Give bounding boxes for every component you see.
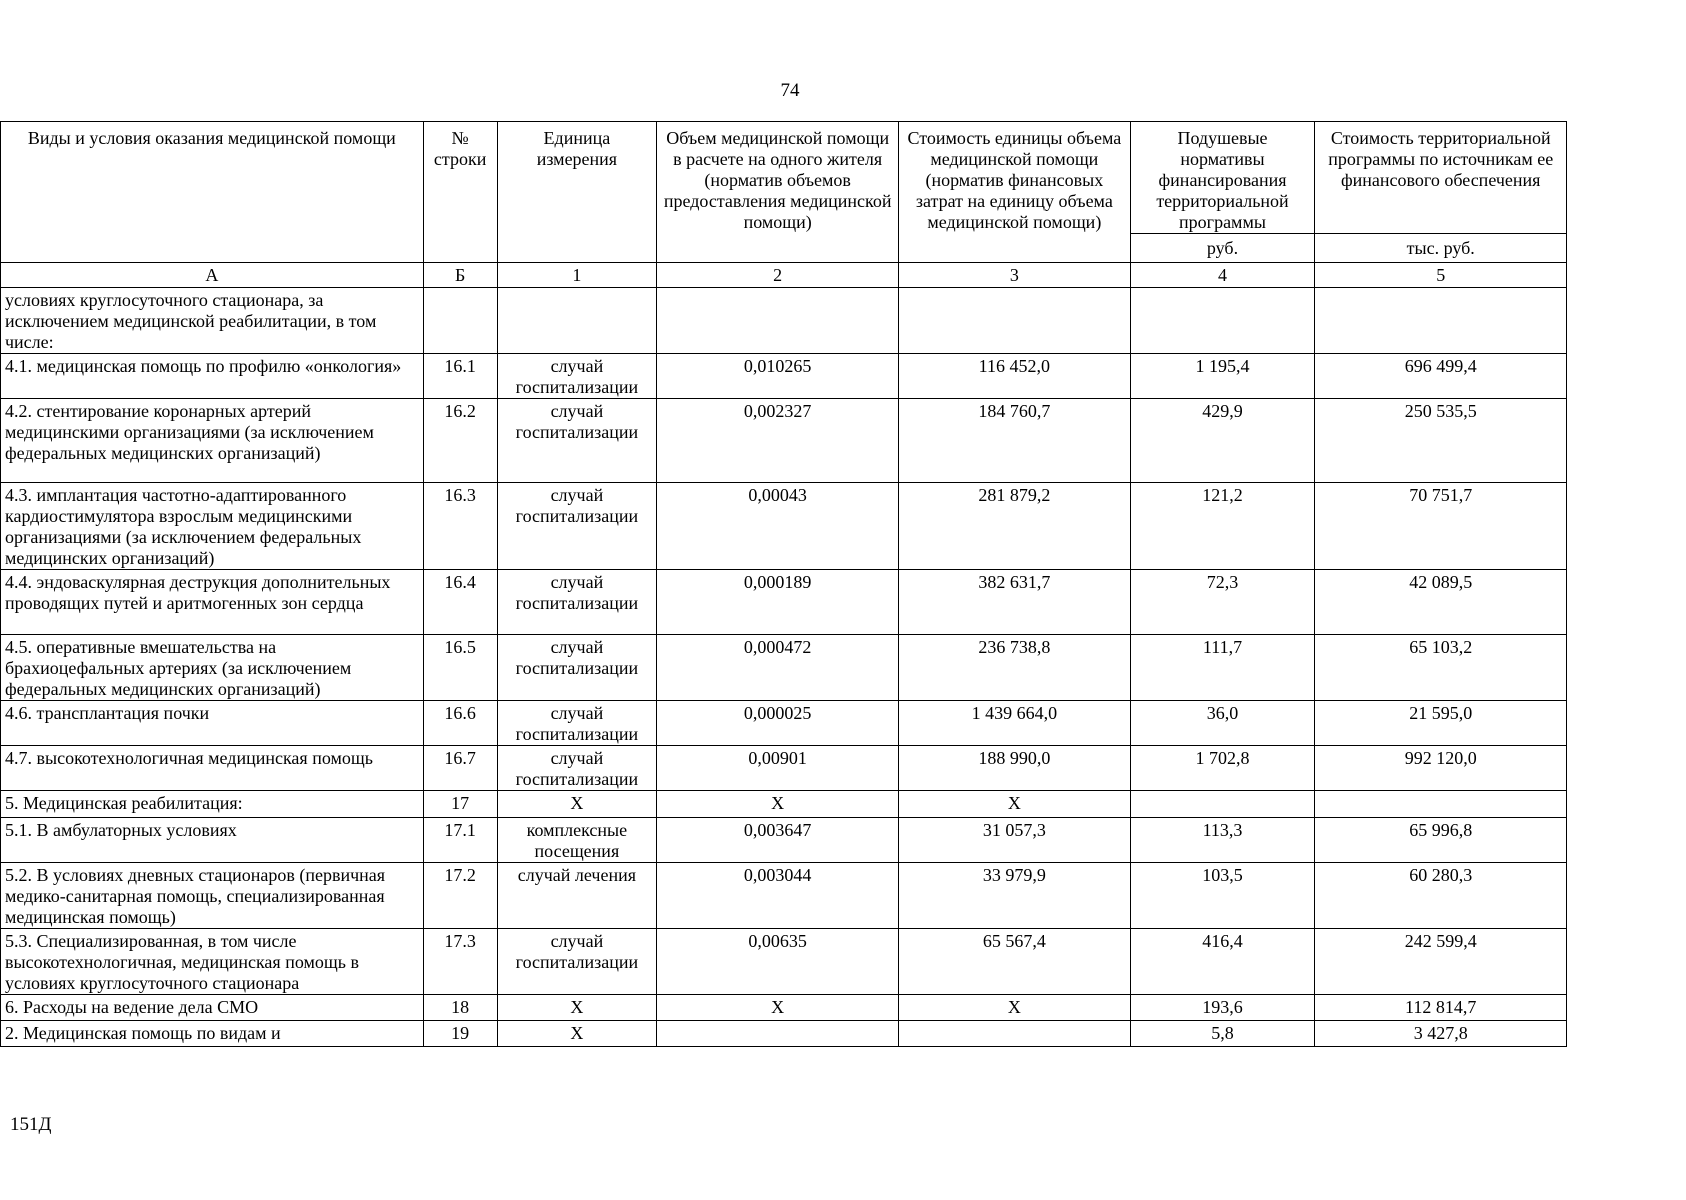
row-number: 19	[423, 1021, 497, 1047]
row-number: 16.1	[423, 354, 497, 399]
row-per-capita	[1130, 288, 1315, 354]
row-per-capita: 36,0	[1130, 701, 1315, 746]
row-name: 6. Расходы на ведение дела СМО	[1, 995, 424, 1021]
row-unit: случай госпитализации	[497, 354, 657, 399]
row-number: 17.3	[423, 929, 497, 995]
row-total: 65 103,2	[1315, 635, 1567, 701]
row-cost: 184 760,7	[899, 399, 1130, 483]
row-unit: Х	[497, 1021, 657, 1047]
row-volume: 0,000025	[657, 701, 899, 746]
row-cost: 31 057,3	[899, 818, 1130, 863]
row-cost: 188 990,0	[899, 746, 1130, 791]
header-col-4: Подушевые нормативы финансирования территориальной программы	[1130, 122, 1315, 234]
row-per-capita: 103,5	[1130, 863, 1315, 929]
table-row	[1, 354, 1567, 399]
row-name: 5.1. В амбулаторных условиях	[1, 818, 424, 863]
row-volume: 0,000472	[657, 635, 899, 701]
row-total	[1315, 791, 1567, 818]
row-cost: 33 979,9	[899, 863, 1130, 929]
table-row	[1, 995, 1567, 1021]
index-cell: 4	[1130, 263, 1315, 288]
row-total: 112 814,7	[1315, 995, 1567, 1021]
row-cost: 382 631,7	[899, 570, 1130, 635]
row-number: 18	[423, 995, 497, 1021]
header-col-b: № строки	[423, 122, 497, 263]
row-name: 2. Медицинская помощь по видам и	[1, 1021, 424, 1047]
row-name: 4.7. высокотехнологичная медицинская помощь	[1, 746, 424, 791]
page-number: 74	[780, 80, 800, 101]
row-per-capita: 113,3	[1130, 818, 1315, 863]
row-volume: 0,00635	[657, 929, 899, 995]
row-name: 4.3. имплантация частотно-адаптированного кардиостимулятора взрослым медицинскими организациями (за исключением федеральных медицинских организаций)	[1, 483, 424, 570]
row-name: 5.2. В условиях дневных стационаров (первичная медико-санитарная помощь, специализированная медицинская помощь)	[1, 863, 424, 929]
table-row	[1, 746, 1567, 791]
row-volume: Х	[657, 995, 899, 1021]
header-col-1: Единица измерения	[497, 122, 657, 263]
header-col-5: Стоимость территориальной программы по источникам ее финансового обеспечения	[1315, 122, 1567, 234]
row-number: 16.4	[423, 570, 497, 635]
row-per-capita: 416,4	[1130, 929, 1315, 995]
row-cost: 281 879,2	[899, 483, 1130, 570]
row-total: 21 595,0	[1315, 701, 1567, 746]
row-volume: 0,00901	[657, 746, 899, 791]
row-cost: 65 567,4	[899, 929, 1130, 995]
row-unit: Х	[497, 995, 657, 1021]
row-per-capita: 429,9	[1130, 399, 1315, 483]
table-row	[1, 483, 1567, 570]
row-name: 4.2. стентирование коронарных артерий медицинскими организациями (за исключением федеральных медицинских организаций)	[1, 399, 424, 483]
header-row	[1, 122, 1567, 234]
row-volume: 0,003647	[657, 818, 899, 863]
row-per-capita: 5,8	[1130, 1021, 1315, 1047]
row-unit: случай госпитализации	[497, 746, 657, 791]
table-row	[1, 701, 1567, 746]
footer-code: 151Д	[10, 1114, 52, 1135]
row-volume	[657, 1021, 899, 1047]
row-unit: случай госпитализации	[497, 701, 657, 746]
header-unit-5: тыс. руб.	[1315, 234, 1567, 263]
row-cost: 1 439 664,0	[899, 701, 1130, 746]
row-number: 16.2	[423, 399, 497, 483]
index-cell: А	[1, 263, 424, 288]
row-volume: 0,003044	[657, 863, 899, 929]
row-total: 250 535,5	[1315, 399, 1567, 483]
row-unit: случай госпитализации	[497, 483, 657, 570]
row-per-capita: 121,2	[1130, 483, 1315, 570]
row-unit: случай госпитализации	[497, 570, 657, 635]
row-unit: случай лечения	[497, 863, 657, 929]
row-number: 17	[423, 791, 497, 818]
row-total: 70 751,7	[1315, 483, 1567, 570]
row-name: 4.4. эндоваскулярная деструкция дополнительных проводящих путей и аритмогенных зон сердца	[1, 570, 424, 635]
row-total: 42 089,5	[1315, 570, 1567, 635]
index-cell: Б	[423, 263, 497, 288]
row-total: 696 499,4	[1315, 354, 1567, 399]
index-cell: 1	[497, 263, 657, 288]
row-name: 4.5. оперативные вмешательства на брахиоцефальных артериях (за исключением федеральных медицинских организаций)	[1, 635, 424, 701]
table-row	[1, 288, 1567, 354]
index-cell: 2	[657, 263, 899, 288]
table-row	[1, 635, 1567, 701]
row-number: 16.7	[423, 746, 497, 791]
row-number: 16.6	[423, 701, 497, 746]
row-total	[1315, 288, 1567, 354]
row-cost: Х	[899, 995, 1130, 1021]
row-volume	[657, 288, 899, 354]
row-per-capita: 111,7	[1130, 635, 1315, 701]
row-total: 992 120,0	[1315, 746, 1567, 791]
row-total: 242 599,4	[1315, 929, 1567, 995]
financing-table	[0, 121, 1567, 1047]
row-volume: 0,000189	[657, 570, 899, 635]
column-index-row	[1, 263, 1567, 288]
table-row	[1, 818, 1567, 863]
header-col-a: Виды и условия оказания медицинской помощи	[1, 122, 424, 263]
row-name: 4.6. трансплантация почки	[1, 701, 424, 746]
row-volume: 0,00043	[657, 483, 899, 570]
row-number: 17.1	[423, 818, 497, 863]
row-per-capita: 1 195,4	[1130, 354, 1315, 399]
row-volume: Х	[657, 791, 899, 818]
header-col-2: Объем медицинской помощи в расчете на одного жителя (норматив объемов предоставления медицинской помощи)	[657, 122, 899, 263]
row-number: 16.3	[423, 483, 497, 570]
header-col-3: Стоимость единицы объема медицинской помощи (норматив финансовых затрат на единицу объема медицинской помощи)	[899, 122, 1130, 263]
row-per-capita: 72,3	[1130, 570, 1315, 635]
row-name: 5.3. Специализированная, в том числе высокотехнологичная, медицинская помощь в условиях круглосуточного стационара	[1, 929, 424, 995]
row-per-capita	[1130, 791, 1315, 818]
row-number: 16.5	[423, 635, 497, 701]
row-cost: 116 452,0	[899, 354, 1130, 399]
index-cell: 3	[899, 263, 1130, 288]
row-unit: случай госпитализации	[497, 399, 657, 483]
row-total: 3 427,8	[1315, 1021, 1567, 1047]
row-number	[423, 288, 497, 354]
table-row	[1, 1021, 1567, 1047]
row-total: 60 280,3	[1315, 863, 1567, 929]
row-volume: 0,002327	[657, 399, 899, 483]
row-name: условиях круглосуточного стационара, за исключением медицинской реабилитации, в том числе:	[1, 288, 424, 354]
row-unit: комплексные посещения	[497, 818, 657, 863]
row-cost	[899, 1021, 1130, 1047]
row-unit: случай госпитализации	[497, 635, 657, 701]
table-row	[1, 570, 1567, 635]
table-row	[1, 863, 1567, 929]
index-cell: 5	[1315, 263, 1567, 288]
row-per-capita: 193,6	[1130, 995, 1315, 1021]
row-unit	[497, 288, 657, 354]
row-volume: 0,010265	[657, 354, 899, 399]
row-cost: Х	[899, 791, 1130, 818]
row-cost	[899, 288, 1130, 354]
table-row	[1, 929, 1567, 995]
row-number: 17.2	[423, 863, 497, 929]
row-unit: случай госпитализации	[497, 929, 657, 995]
table-row	[1, 399, 1567, 483]
row-unit: Х	[497, 791, 657, 818]
row-total: 65 996,8	[1315, 818, 1567, 863]
row-cost: 236 738,8	[899, 635, 1130, 701]
row-per-capita: 1 702,8	[1130, 746, 1315, 791]
table-row	[1, 791, 1567, 818]
row-name: 5. Медицинская реабилитация:	[1, 791, 424, 818]
row-name: 4.1. медицинская помощь по профилю «онкология»	[1, 354, 424, 399]
header-unit-4: руб.	[1130, 234, 1315, 263]
